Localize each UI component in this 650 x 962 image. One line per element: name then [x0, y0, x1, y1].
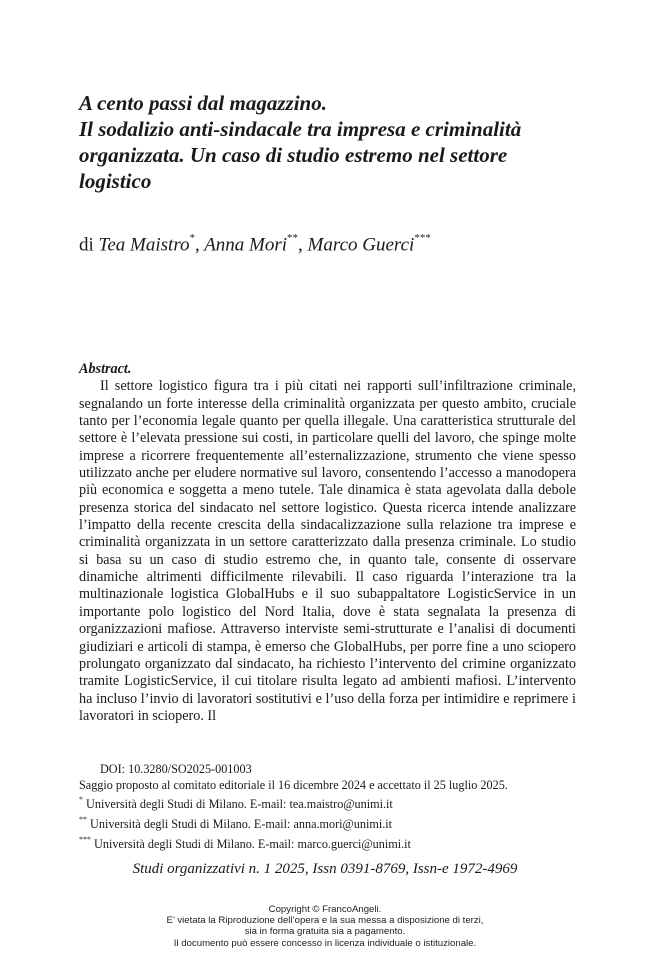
footnote-mark: * — [79, 795, 83, 805]
author-name: Marco Guerci — [307, 234, 415, 256]
affiliation-note — [79, 813, 579, 833]
affiliation-note — [79, 833, 579, 853]
author-footnote-mark[interactable]: *** — [414, 232, 431, 244]
affiliation-note — [79, 793, 579, 813]
author-prefix: di — [79, 234, 94, 256]
footnote-mark: ** — [79, 815, 87, 825]
title-line: organizzata. Un caso di studio estremo nel settore — [79, 143, 508, 167]
copyright-notice — [0, 904, 650, 949]
copyright-line: E’ vietata la Riproduzione dell’opera e la sua messa a disposizione di terzi, — [166, 915, 484, 927]
author-footnote-mark[interactable]: * — [189, 232, 196, 244]
affiliation-text: Università degli Studi di Milano. E-mail: tea.maistro@unimi.it — [86, 797, 393, 812]
copyright-line: sia in forma gratuita sia a pagamento. — [244, 926, 406, 938]
author-name: Tea Maistro — [98, 234, 190, 256]
abstract-heading: Abstract. — [79, 361, 132, 377]
affiliation-text: Università degli Studi di Milano. E-mail: anna.mori@unimi.it — [90, 817, 393, 832]
abstract-text: Il settore logistico figura tra i più citati nei rapporti sull’infiltrazione criminale, segnalando un forte interesse della criminalità organizzata per questo ambito, cruciale tanto per l’economia legale quanto per quella illegale. Una caratteristica strutturale del settore è l’elevata pressione sui costi, in particolare quelli del lavoro, che spinge molte imprese a ricorrere frequentemente all’esternalizzazione, strumento che viene spesso utilizzato anche per eludere normative sul lavoro, consentendo l’accesso a manodopera più economica e soggetta a meno tutele. Tale dinamica è stata agevolata dalla debole presenza storica del sindacato nel settore logistico. Questa ricerca intende analizzare l’impatto della recente crescita della sindacalizzazione sulla relazione tra imprese e criminalità organizzata in un settore caratterizzato dalla presenza criminale. Lo studio si basa su un caso di studio estremo che, in quanto tale, consente di osservare dinamiche altrimenti difficilmente rilevabili. Il caso riguarda l’interazione tra la multinazionale logistica GlobalHubs e il suo subappaltatore LogisticService in un importante polo logistico del Nord Italia, dove è stata segnalata la presenza di organizzazioni mafiose. Attraverso interviste semi-strutturate e l’analisi di documenti giudiziari e articoli di stampa, è emerso che GlobalHubs, per porre fine a uno sciopero prolungato organizzato dal sindacato, ha richiesto l’intervento del crimine organizzato tramite LogisticService, il cui titolare risulta legato ad ambienti mafiosi. L’intervento ha incluso l’invio di lavoratori sostitutivi e l’uso della forza per intimidire e reprimere i lavoratori in sciopero. Il — [79, 378, 576, 724]
author-separator: , — [195, 234, 205, 256]
title-line: logistico — [79, 169, 152, 193]
journal-citation: Studi organizzativi n. 1 2025, Issn 0391-8769, Issn-e 1972-4969 — [132, 861, 518, 877]
affiliation-text: Università degli Studi di Milano. E-mail: marco.guerci@unimi.it — [94, 837, 411, 851]
copyright-line: Il documento può essere concesso in licenza individuale o istituzionale. — [173, 937, 477, 949]
doi-link[interactable]: DOI: 10.3280/SO2025-001003 — [100, 762, 252, 776]
footnotes — [79, 762, 579, 853]
copyright-line: Copyright © FrancoAngeli. — [268, 904, 382, 915]
title-line: Il sodalizio anti-sindacale tra impresa e criminalità — [79, 117, 522, 141]
article-title — [79, 90, 579, 194]
author-separator: , — [298, 234, 308, 256]
abstract-section — [79, 361, 576, 725]
footnote-mark: *** — [79, 834, 91, 844]
author-footnote-mark[interactable]: ** — [287, 232, 299, 244]
author-line — [79, 229, 431, 256]
submission-note: Saggio proposto al comitato editoriale il 16 dicembre 2024 e accettato il 25 luglio 2025. — [79, 777, 508, 792]
title-line: A cento passi dal magazzino. — [79, 91, 327, 115]
author-name: Anna Mori — [204, 234, 288, 256]
